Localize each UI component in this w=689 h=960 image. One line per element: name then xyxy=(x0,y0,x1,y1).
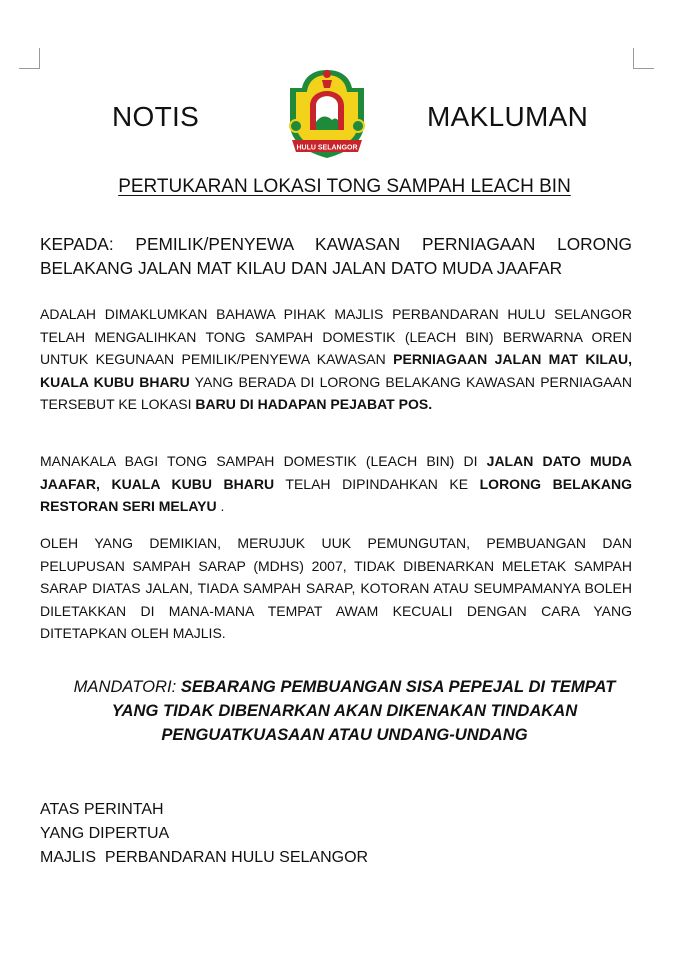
notice-title: PERTUKARAN LOKASI TONG SAMPAH LEACH BIN xyxy=(118,176,571,197)
mandatory-line-1 xyxy=(40,675,649,699)
p2-text-1: MANAKALA BAGI TONG SAMPAH DOMESTIK (LEACH BIN) DI xyxy=(40,453,487,469)
paragraph-relocation-mat-kilau xyxy=(40,303,632,416)
crest-banner-text: HULU SELANGOR xyxy=(296,144,358,152)
mandatory-line-2 xyxy=(40,699,649,723)
p1-bold-1: PERNIAGAAN JALAN MAT KILAU, KUALA KUBU BHARU xyxy=(40,351,633,390)
signoff-block xyxy=(40,798,368,870)
mandatory-line-3 xyxy=(40,723,649,747)
recipient-line: KEPADA: PEMILIK/PENYEWA KAWASAN PERNIAGAAN LORONG BELAKANG JALAN MAT KILAU DAN JALAN DATO MUDA JAAFAR xyxy=(40,234,632,278)
mandatory-text-3: PENGUATKUASAAN ATAU UNDANG-UNDANG xyxy=(161,725,528,744)
p2-text-2: TELAH DIPINDAHKAN KE xyxy=(274,475,480,492)
paragraph-relocation-dato-muda xyxy=(40,450,632,518)
hulu-selangor-crest-logo xyxy=(282,66,372,162)
p2-text-3: . xyxy=(216,498,225,514)
p1-bold-2: BARU DI HADAPAN PEJABAT POS. xyxy=(195,396,433,412)
page-corner-mark-top-left xyxy=(19,48,40,69)
header-notis: NOTIS xyxy=(112,101,200,132)
signoff-line-2: YANG DIPERTUA xyxy=(40,825,170,842)
signoff-line-1: ATAS PERINTAH xyxy=(40,801,164,818)
mandatory-label: MANDATORI: xyxy=(73,677,181,696)
mandatory-text-1: SEBARANG PEMBUANGAN SISA PEPEJAL DI TEMPAT xyxy=(180,677,616,696)
page-corner-mark-top-right xyxy=(633,48,654,69)
p2-bold-2: LORONG BELAKANG RESTORAN SERI MELAYU xyxy=(40,475,632,514)
mandatory-text-2: YANG TIDAK DIBENARKAN AKAN DIKENAKAN TINDAKAN xyxy=(111,701,578,720)
p1-text-1: ADALAH DIMAKLUMKAN BAHAWA PIHAK MAJLIS PERBANDARAN HULU SELANGOR TELAH MENGALIHKAN TONG SAMPAH DOMESTIK (LEACH BIN) BERWARNA OREN UNTUK KEGUNAAN PEMILIK/PENYEWA KAWASAN xyxy=(40,306,632,367)
signoff-line-3: MAJLIS PERBANDARAN HULU SELANGOR xyxy=(40,849,369,866)
mandatory-warning xyxy=(40,675,649,747)
p1-text-2: YANG BERADA DI LORONG BELAKANG KAWASAN PERNIAGAAN TERSEBUT KE LOKASI xyxy=(40,373,632,412)
paragraph-regulation: OLEH YANG DEMIKIAN, MERUJUK UUK PEMUNGUTAN, PEMBUANGAN DAN PELUPUSAN SAMPAH SARAP (MDHS) 2007, TIDAK DIBENARKAN MELETAK SAMPAH SARAP DIATAS JALAN, TIADA SAMPAH SARAP, KOTORAN ATAU SEUMPAMANYA BOLEH DILETAKKAN DI MANA-MANA TEMPAT AWAM KECUALI DENGAN CARA YANG DITETAPKAN OLEH MAJLIS. xyxy=(40,535,632,641)
p2-bold-1: JALAN DATO MUDA JAAFAR, KUALA KUBU BHARU xyxy=(40,453,632,492)
header-makluman: MAKLUMAN xyxy=(427,101,589,132)
